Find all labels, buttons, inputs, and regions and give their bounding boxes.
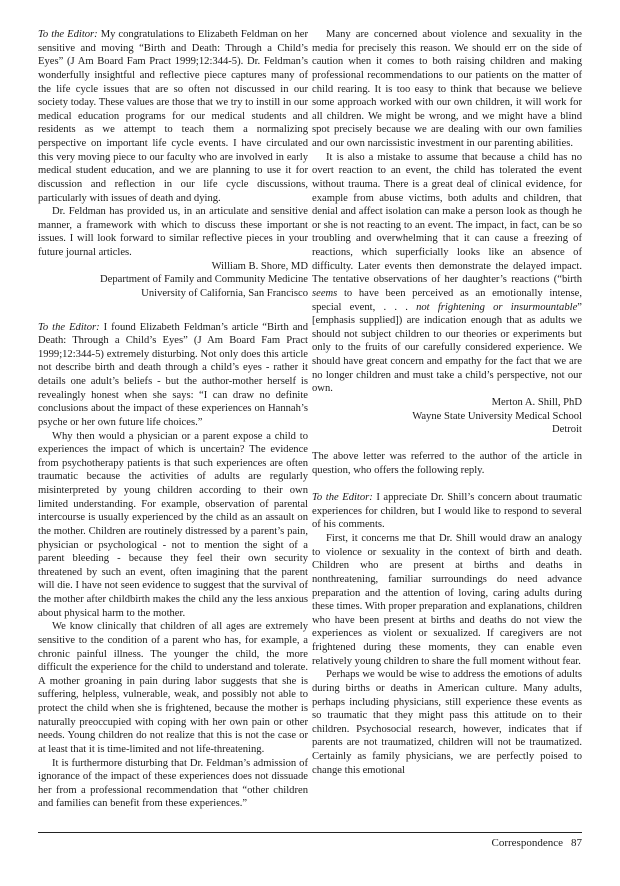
letter2-para2: Why then would a physician or a parent expose a child to experiences the impact of which is uncertain? The evidence from psychotherapy patients is that such experiences are often traumatic because the activities of adults are regularly misinterpreted by young children according to their own limited understanding. For example, observation of parental intercourse is usually experienced by the child as an assault on the mother. Children are routinely distressed by a parent’s pain, physician or psychological - not to mention the sight of a parent bleeding - because they feel their own security threatened by such an event, often imagining that the parent will die. I have not seen evidence to suggest that the survival of the mother after childbirth makes the child any the less anxious about physical harm to the mother. xyxy=(38,430,308,619)
left-column xyxy=(38,28,308,811)
right-column xyxy=(312,28,582,777)
letter2-para6-emphasis-1: seems xyxy=(312,287,338,299)
letter2-para5: Many are concerned about violence and sexuality in the media for precisely this reason. We should err on the side of caution when it comes to both raising children and making professional recommendations to our patients on the matter of child rearing. It is too easy to think that because we believe some approach worked with our own children, it will work for all children. We might be wrong, and we might have a blind spot precisely because we are dealing with our own families and our own narcissistic investment in our parenting abilities. xyxy=(312,29,582,149)
reply-para1 xyxy=(312,491,582,532)
letter1-signature-institution: University of California, San Francisco xyxy=(141,287,308,299)
footer-section-title: Correspondence xyxy=(491,837,563,849)
letter1-para2: Dr. Feldman has provided us, in an articulate and sensitive manner, a framework with which to discuss these important issues. I will look forward to similar reflective pieces in your future journal articles. xyxy=(38,206,308,258)
letter2-para1-text: I found Elizabeth Feldman’s article “Birth and Death: Through a Child’s Eyes” (J Am Board Fam Pract 1999;12:344-5) extremely disturbing. Not only does this article not describe birth and death through a child’s eyes - rather it details one adult’s beliefs - but the author-mother herself is revealingly honest when she says: “I can draw no definite conclusions about the impact of these experiences on Hannah’s psyche or her own future life choices.” xyxy=(38,321,308,428)
reply-para1-text: I appreciate Dr. Shill’s concern about traumatic experiences for children, but I would like to respond to several of his comments. xyxy=(312,492,583,531)
letter2-signature-city: Detroit xyxy=(551,424,582,436)
letter2-para1 xyxy=(38,321,308,430)
editorial-note: The above letter was referred to the author of the article in question, who offers the following reply. xyxy=(312,451,582,476)
letter2-para6-part-c: ” [emphasis supplied]) are indication enough that as adults we should not subject children to our theories or experiments but only to the fruits of our carefully considered experience. We should have great concern and empathy for the fact that we are no longer children and must take a child’s perspective, not our own. xyxy=(312,301,582,395)
letter2-para6-emphasis-2: not frightening or insurmountable xyxy=(416,301,578,313)
letter1-para1 xyxy=(38,28,308,205)
letter2-para4: It is furthermore disturbing that Dr. Feldman’s admission of ignorance of the impact of these experiences does not dissuade her from a professional recommendation that “other children and families can benefit from these experiences.” xyxy=(38,757,308,810)
letter2-para6-part-a: It is also a mistake to assume that because a child has no overt reaction to an event, the child has tolerated the event without trauma. There is a great deal of clinical evidence, for example from abuse victims, both adults and children, that denial and affect isolation can make a person look as though he or she is not reacting to an event. The impact, in fact, can be so troubling and overwhelming that it can cause a freezing of reactions, which superficially looks like an absence of difficulty. Later events then demonstrate the delayed impact. The tentative observations of her daughter’s reactions (“birth xyxy=(312,151,582,286)
reply-para3: Perhaps we would be wise to address the emotions of adults during births or deaths in American culture. Many adults, perhaps including physicians, still experience these events as so traumatic that they might pass this attitude on to their children. Psychosocial research, however, indicates that if parents are not traumatized, children will not be traumatized. Certainly as family physicians, we are perfectly poised to change this emotional xyxy=(312,669,582,776)
footer-rule xyxy=(38,832,582,833)
letter2-signature-name: Merton A. Shill, PhD xyxy=(491,396,582,408)
letter2-para3: We know clinically that children of all ages are extremely sensitive to the condition of a parent who has, for example, a chronic painful illness. The younger the child, the more difficult the experience for the child to understand and tolerate. A mother groaning in pain during labor suggests that she is suffering, helpless, vulnerable, weak, and possibly not able to protect the child when she is frightened, because the mother is naturally preoccupied with coping with her own pain or other needs. Young children do not realize that this is not the case or at least that it is time-limited and not life-threatening. xyxy=(38,621,308,755)
letter1-signature-dept: Department of Family and Community Medicine xyxy=(99,274,308,286)
reply-lead: To the Editor: xyxy=(312,492,373,504)
page-footer xyxy=(492,837,582,849)
page-number: 87 xyxy=(571,837,582,849)
letter1-lead: To the Editor: xyxy=(38,29,98,40)
letter2-para6 xyxy=(312,151,582,396)
letter1-signature-name: William B. Shore, MD xyxy=(211,260,308,272)
letter2-para6-part-b: to have been perceived as an emotionally intense, special event, . . . xyxy=(312,287,582,313)
letter2-signature-institution: Wayne State University Medical School xyxy=(412,410,582,422)
letter2-lead: To the Editor: xyxy=(38,321,100,333)
letter1-para1-text: My congratulations to Elizabeth Feldman on her sensitive and moving “Birth and Death: Through a Child’s Eyes” (J Am Board Fam Pract 1999;12:344-5). Dr. Feldman’s wonderfully insightful and reflective piece captures many of the life cycle issues that are so often not discussed in our society today. These values are those that we try to instill in our medical education programs for our medical students and residents as we attempt to teach them a normalizing perspective on important life cycle events. I have circulated this very moving piece to our faculty who are involved in early medical student education, and we are planning to use it for discussion and reflection in our life cycle discussions, particularly with issues of death and dying. xyxy=(38,29,309,204)
reply-para2: First, it concerns me that Dr. Shill would draw an analogy to violence or sexuality in the context of birth and death. Children who are present at births and deaths in nonthreatening, familiar surroundings do need advance preparation and the attention of loving, caring adults during these times. With proper preparation and explanations, children who have been present at births and deaths do not view the experiences as violent or sexualized. If caregivers are not frightened during these moments, they can enable even relatively young children to share the full moment without fear. xyxy=(312,533,582,667)
